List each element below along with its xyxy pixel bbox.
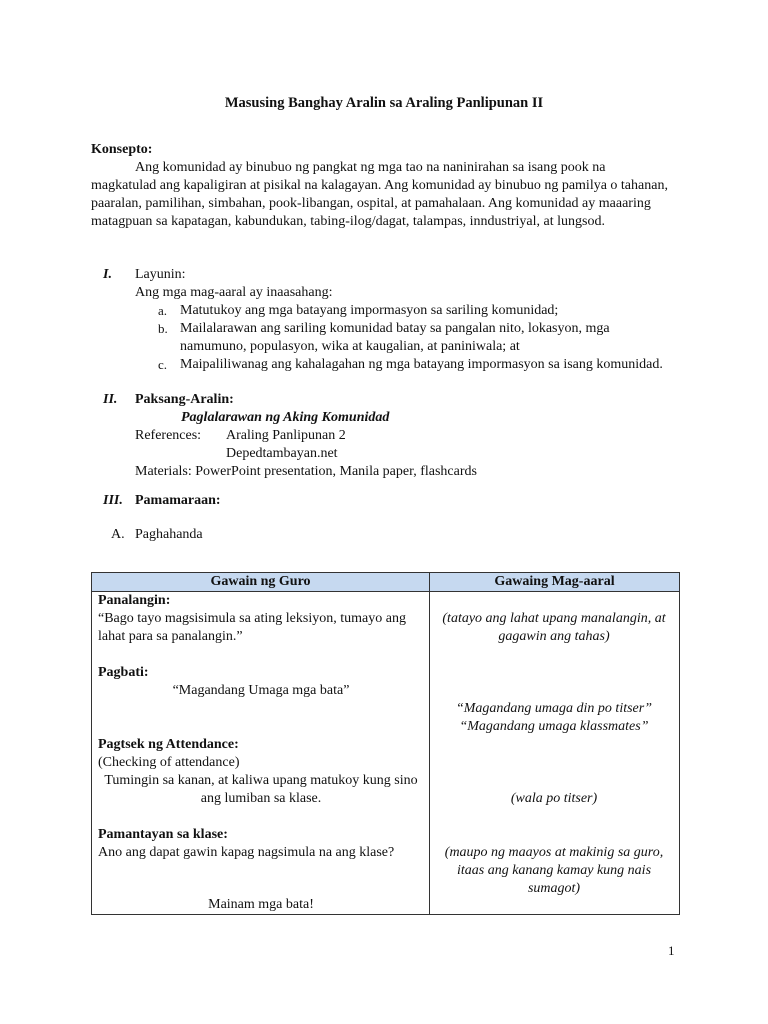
header-gawain-mag-aaral: Gawaing Mag-aaral [430, 573, 680, 592]
attendance-label: Pagtsek ng Attendance: [98, 737, 239, 752]
header-gawain-guro: Gawain ng Guro [92, 573, 430, 592]
objectives-list [158, 302, 678, 374]
lesson-table [91, 572, 680, 915]
attendance-sub: (Checking of attendance) [98, 755, 240, 770]
step-letter: A. [111, 527, 125, 542]
step-paghahanda [111, 526, 203, 544]
pagbati-label: Pagbati: [98, 665, 149, 680]
list-item [158, 302, 678, 320]
list-letter: b. [158, 321, 168, 336]
pamantayan-label: Pamantayan sa klase: [98, 827, 228, 842]
layunin-intro: Ang mga mag-aaral ay inaasahang: [135, 285, 333, 300]
reference-item: Araling Panlipunan 2 [226, 428, 346, 443]
section-heading: Pamamaraan: [135, 493, 221, 508]
document-title: Masusing Banghay Aralin sa Araling Panlipunan II [224, 95, 544, 111]
pagbati-response-2: “Magandang umaga klassmates” [459, 719, 649, 734]
list-text: Matutukoy ang mga batayang impormasyon sa sariling komunidad; [180, 303, 559, 318]
list-letter: c. [158, 357, 168, 372]
panalangin-label: Panalangin: [98, 593, 171, 608]
materials-line: Materials: PowerPoint presentation, Manila paper, flashcards [135, 464, 477, 479]
konsepto-body: Ang komunidad ay binubuo ng pangkat ng mga tao na naninirahan sa isang pook na magkatulad ang kapaligiran at pisikal na kalagayan. Ang komunidad ay binubuo ng pamilya o tahanan, paaralan, pamilihan, simbahan, pook-libangan, ospital, at pamahalaan. Ang komunidad ay maaaring matagpuan sa kapatagan, kabundukan, tabing-ilog/dagat, talampas, inndustriyal, at lungsod. [91, 160, 668, 229]
reference-item: Depedtambayan.net [226, 446, 338, 461]
list-text: Maipaliliwanag ang kahalagahan ng mga batayang impormasyon sa isang komunidad. [180, 357, 663, 372]
list-item [158, 320, 678, 356]
mag-aaral-cell [430, 592, 680, 915]
pagbati-text: “Magandang Umaga mga bata” [172, 683, 350, 698]
subtopic-title: Paglalarawan ng Aking Komunidad [181, 410, 390, 425]
references-label: References: [135, 428, 202, 443]
panalangin-response: (tatayo ang lahat upang manalangin, at gagawin ang tahas) [442, 611, 666, 644]
list-letter: a. [158, 303, 168, 318]
section-numeral: III. [103, 493, 123, 508]
konsepto-label: Konsepto: [91, 142, 153, 157]
guro-cell [92, 592, 430, 915]
panalangin-text: “Bago tayo magsisimula sa ating leksiyon, tumayo ang lahat para sa panalangin.” [98, 611, 406, 644]
closing-text: Mainam mga bata! [208, 897, 314, 912]
attendance-text: Tumingin sa kanan, at kaliwa upang matukoy kung sino ang lumiban sa klase. [104, 773, 418, 806]
attendance-response: (wala po titser) [510, 791, 598, 806]
list-text: Mailalarawan ang sariling komunidad batay sa pangalan nito, lokasyon, mga namumuno, populasyon, wika at kaugalian, at paniniwala; at [180, 321, 610, 354]
section-numeral: I. [103, 267, 112, 282]
page-number: 1 [668, 943, 675, 958]
references-list [226, 427, 346, 463]
step-label: Paghahanda [135, 527, 203, 542]
section-heading: Paksang-Aralin: [135, 392, 234, 407]
section-numeral: II. [103, 392, 118, 407]
pamantayan-text: Ano ang dapat gawin kapag nagsimula na ang klase? [98, 845, 395, 860]
pamantayan-response: (maupo ng maayos at makinig sa guro, itaas ang kanang kamay kung nais sumagot) [444, 845, 664, 896]
section-heading: Layunin: [135, 267, 186, 282]
list-item [158, 356, 678, 374]
pagbati-response-1: “Magandang umaga din po titser” [455, 701, 652, 716]
